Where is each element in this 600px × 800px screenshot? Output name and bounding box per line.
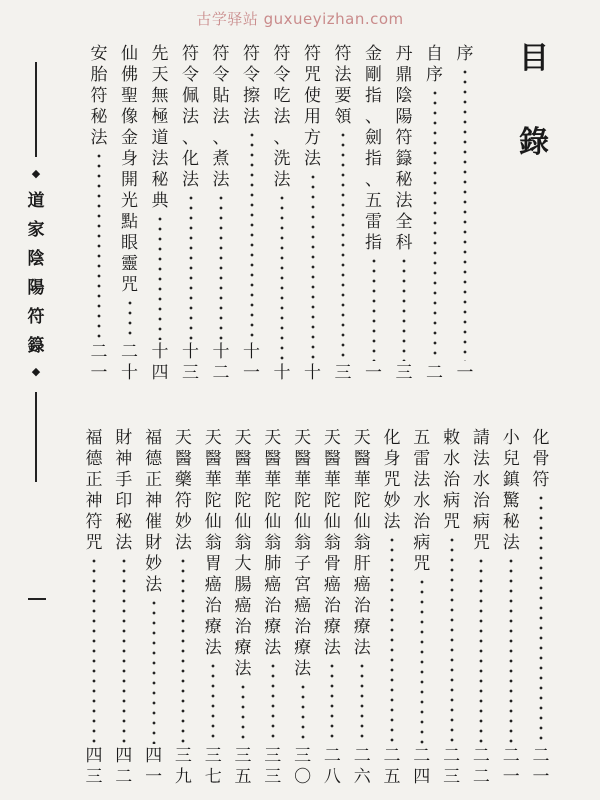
toc-entry-title: 請 法 水 治 病 咒 bbox=[472, 428, 490, 553]
toc-entry-page: 三 bbox=[395, 363, 413, 383]
toc-entry-title: 符 令 吃 法 、 洗 法 bbox=[273, 44, 291, 190]
toc-entry-page: 三 七 bbox=[204, 746, 222, 787]
toc-leader-dots bbox=[97, 151, 101, 340]
toc-leader-dots bbox=[360, 661, 364, 744]
toc-entry-title: 天 醫 藥 符 妙 法 bbox=[174, 428, 192, 553]
toc-leader-dots bbox=[402, 256, 406, 361]
toc-entry-page: 十 bbox=[273, 363, 291, 383]
toc-entry bbox=[498, 428, 524, 788]
toc-entry-page: 二 一 bbox=[502, 746, 520, 787]
toc-entry-page: 三 九 bbox=[174, 746, 192, 787]
toc-entry-page: 十 三 bbox=[182, 342, 199, 383]
toc-entry-title: 天 醫 華 陀 仙 翁 肝 癌 治 療 法 bbox=[353, 428, 371, 658]
toc-entry bbox=[208, 44, 234, 384]
toc-entry bbox=[379, 428, 405, 788]
toc-entry-page: 二 十 bbox=[121, 342, 138, 383]
toc-entry-title: 仙 佛 聖 像 金 身 開 光 點 眼 靈 咒 bbox=[121, 44, 138, 295]
toc-entry-title: 敕 水 治 病 咒 bbox=[443, 428, 461, 532]
toc-leader-dots bbox=[301, 682, 305, 744]
toc-entry bbox=[111, 428, 137, 788]
toc-leader-dots bbox=[158, 214, 162, 340]
toc-leader-dots bbox=[181, 556, 185, 744]
toc-entry-page: 三 五 bbox=[234, 746, 252, 787]
toc-entry bbox=[422, 44, 448, 384]
toc-leader-dots bbox=[152, 598, 156, 744]
toc-leader-dots bbox=[330, 661, 334, 744]
toc-entry-title: 自 序 bbox=[426, 44, 443, 85]
toc-entry-page: 三 三 bbox=[264, 746, 282, 787]
toc-entry bbox=[81, 428, 107, 788]
toc-entry-title: 天 醫 華 陀 仙 翁 肺 癌 治 療 法 bbox=[264, 428, 282, 658]
toc-leader-dots bbox=[271, 661, 275, 744]
toc-leader-dots bbox=[479, 556, 483, 744]
toc-entry-title: 福 德 正 神 催 財 妙 法 bbox=[145, 428, 163, 595]
toc-entry-title: 符 令 擦 法 bbox=[243, 44, 260, 127]
spine-title-text: 道 家 陰 陽 符 籙 bbox=[27, 191, 45, 356]
watermark-text: 古学驿站 guxueyizhan.com bbox=[196, 10, 404, 28]
toc-entry-title: 五 雷 法 水 治 病 咒 bbox=[413, 428, 431, 574]
toc-entry bbox=[141, 428, 167, 788]
toc-entry-page: 三 bbox=[334, 363, 352, 383]
page-number-mark bbox=[28, 598, 46, 600]
toc-entry bbox=[468, 428, 494, 788]
toc-entry-title: 天 醫 華 陀 仙 翁 大 腸 癌 治 療 法 bbox=[234, 428, 252, 679]
toc-entry bbox=[86, 44, 112, 384]
toc-entry-page: 二 四 bbox=[413, 746, 431, 787]
toc-entry bbox=[439, 428, 465, 788]
toc-entry bbox=[409, 428, 435, 788]
toc-entry-page: 二 三 bbox=[443, 746, 461, 787]
toc-entry-title: 天 醫 華 陀 仙 翁 骨 癌 治 療 法 bbox=[323, 428, 341, 658]
toc-entry-page: 十 一 bbox=[243, 342, 260, 383]
toc-entry bbox=[260, 428, 286, 788]
toc-leader-dots bbox=[341, 130, 345, 361]
toc-entry-title: 先 天 無 極 道 法 秘 典 bbox=[151, 44, 169, 211]
toc-entry-title: 財 神 手 印 秘 法 bbox=[115, 428, 133, 553]
toc-leader-dots bbox=[433, 88, 437, 361]
toc-entry-page: 四 一 bbox=[145, 746, 163, 787]
diamond-ornament-icon: ◆ bbox=[31, 167, 41, 180]
toc-entry bbox=[178, 44, 204, 384]
toc-entry-title: 小 兒 鎮 驚 秘 法 bbox=[502, 428, 520, 553]
toc-entry bbox=[319, 428, 345, 788]
margin-rule-bottom bbox=[35, 392, 37, 482]
toc-entry bbox=[200, 428, 226, 788]
toc-entry-title: 符 法 要 領 bbox=[334, 44, 352, 127]
toc-entry-title: 化 身 咒 妙 法 bbox=[383, 428, 401, 532]
book-spine-title bbox=[25, 192, 47, 366]
page-title-char: 目 bbox=[519, 41, 549, 76]
toc-leader-dots bbox=[92, 556, 96, 744]
toc-entry-page: 二 bbox=[426, 363, 443, 383]
toc-entry bbox=[361, 44, 387, 384]
toc-entry-page: 二 八 bbox=[323, 746, 341, 787]
toc-leader-dots bbox=[372, 256, 376, 361]
toc-entry-title: 序 bbox=[456, 44, 474, 64]
toc-entry-page: 二 六 bbox=[353, 746, 371, 787]
toc-entry bbox=[147, 44, 173, 384]
toc-entry bbox=[170, 428, 196, 788]
toc-leader-dots bbox=[509, 556, 513, 744]
toc-entry-page: 二 二 bbox=[472, 746, 490, 787]
toc-leader-dots bbox=[463, 67, 467, 361]
toc-leader-dots bbox=[250, 130, 254, 340]
toc-entry bbox=[330, 44, 356, 384]
toc-entry bbox=[452, 44, 478, 384]
toc-entry-page: 十 二 bbox=[212, 342, 230, 383]
toc-entry-title: 天 醫 華 陀 仙 翁 子 宮 癌 治 療 法 bbox=[294, 428, 312, 679]
toc-entry-page: 一 bbox=[456, 363, 474, 383]
toc-entry bbox=[230, 428, 256, 788]
toc-entry-page: 三 〇 bbox=[294, 746, 312, 787]
toc-entry bbox=[269, 44, 295, 384]
page-title bbox=[516, 41, 552, 160]
toc-leader-dots bbox=[311, 172, 315, 361]
toc-entry-title: 符 令 佩 法 、 化 法 bbox=[182, 44, 199, 190]
toc-leader-dots bbox=[450, 535, 454, 744]
toc-leader-dots bbox=[219, 193, 223, 340]
margin-rule-top bbox=[35, 62, 37, 157]
toc-entry-title: 符 咒 使 用 方 法 bbox=[304, 44, 321, 169]
toc-entry-title: 符 令 貼 法 、 煮 法 bbox=[212, 44, 230, 190]
toc-leader-dots bbox=[539, 493, 543, 744]
toc-entry-title: 福 德 正 神 符 咒 bbox=[85, 428, 103, 553]
toc-entry bbox=[239, 44, 265, 384]
toc-entry-page: 四 三 bbox=[85, 746, 103, 787]
toc-entry-page: 十 四 bbox=[151, 342, 169, 383]
toc-entry bbox=[528, 428, 554, 788]
toc-entry-title: 丹 鼎 陰 陽 符 籙 秘 法 全 科 bbox=[395, 44, 413, 253]
diamond-ornament-icon: ◆ bbox=[31, 365, 41, 378]
toc-leader-dots bbox=[390, 535, 394, 744]
toc-entry-page: 十 bbox=[304, 363, 321, 383]
toc-entry-title: 安 胎 符 秘 法 bbox=[90, 44, 108, 148]
toc-entry-page: 二 一 bbox=[90, 342, 108, 383]
toc-leader-dots bbox=[280, 193, 284, 361]
toc-leader-dots bbox=[189, 193, 193, 340]
toc-entry bbox=[117, 44, 143, 384]
toc-entry-page: 一 bbox=[365, 363, 382, 383]
toc-entry bbox=[349, 428, 375, 788]
toc-entry-page: 二 五 bbox=[383, 746, 401, 787]
toc-leader-dots bbox=[122, 556, 126, 744]
page-title-char: 錄 bbox=[519, 125, 549, 160]
toc-leader-dots bbox=[241, 682, 245, 744]
toc-entry-title: 天 醫 華 陀 仙 翁 胃 癌 治 療 法 bbox=[204, 428, 222, 658]
toc-entry bbox=[300, 44, 326, 384]
toc-entry-title: 化 骨 符 bbox=[532, 428, 550, 490]
toc-entry bbox=[290, 428, 316, 788]
toc-leader-dots bbox=[420, 577, 424, 744]
toc-entry-title: 金 剛 指 、 劍 指 、 五 雷 指 bbox=[365, 44, 382, 253]
toc-leader-dots bbox=[128, 298, 132, 340]
toc-leader-dots bbox=[211, 661, 215, 744]
toc-entry bbox=[391, 44, 417, 384]
toc-entry-page: 四 二 bbox=[115, 746, 133, 787]
toc-entry-page: 二 一 bbox=[532, 746, 550, 787]
